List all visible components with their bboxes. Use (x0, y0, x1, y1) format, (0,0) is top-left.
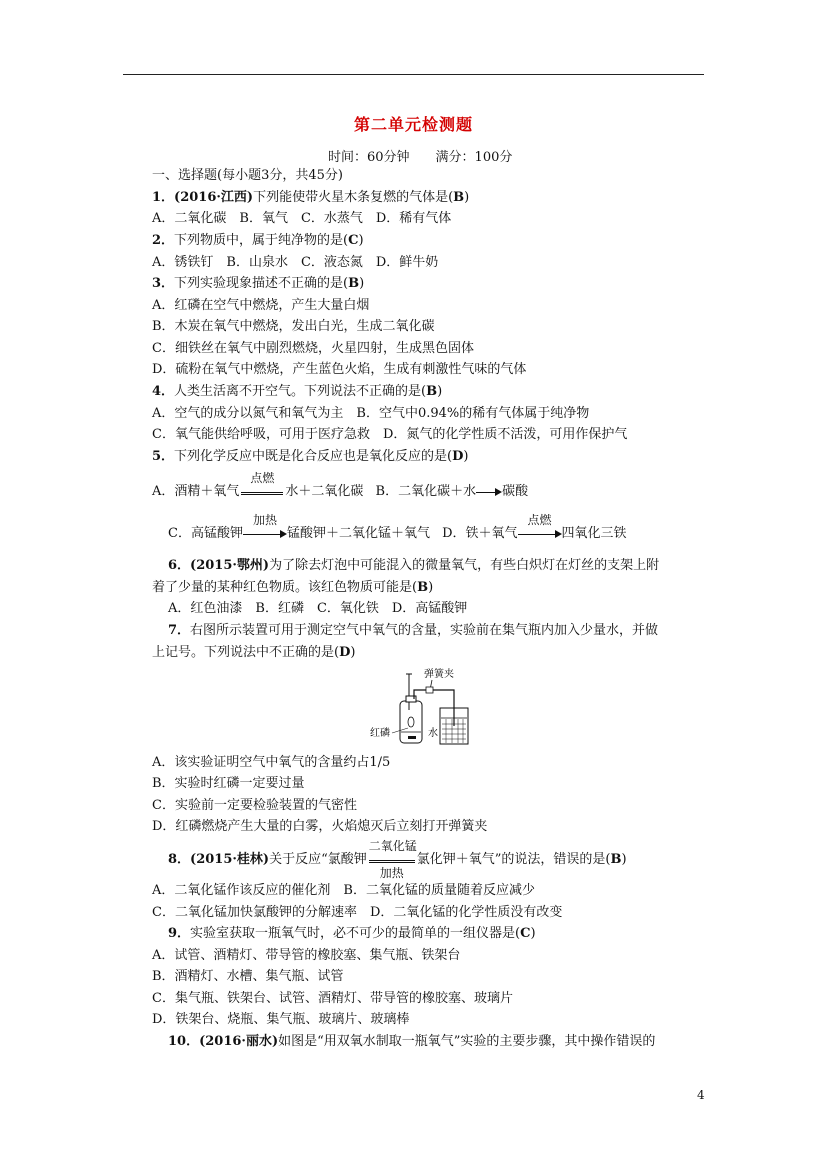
question-3: 3．下列实验现象描述不正确的是(B) (152, 276, 365, 291)
q4-options-cd: C．氧气能供给呼吸，可用于医疗急救 D．氮气的化学性质不活泼，可用作保护气 (152, 427, 628, 442)
q7-option-c: C．实验前一定要检验装置的气密性 (152, 798, 357, 813)
section-heading: 一、选择题(每小题3分，共45分) (152, 168, 343, 183)
time-limit: 时间：60分钟 (328, 150, 410, 165)
apparatus-figure (370, 666, 476, 748)
answer-8: B (610, 852, 622, 867)
question-6-cont: 着了少量的某种红色物质。该红色物质可能是(B) (152, 580, 434, 595)
q7-option-a: A．该实验证明空气中氧气的含量约占1/5 (152, 755, 391, 770)
q3-option-c: C．细铁丝在氧气中剧烈燃烧，火星四射，生成黑色固体 (152, 341, 474, 356)
q9-option-d: D．铁架台、烧瓶、集气瓶、玻璃片、玻璃棒 (152, 1012, 410, 1027)
page-number: 4 (697, 1088, 705, 1102)
reaction-condition: 加热 (243, 526, 287, 542)
q8-options-cd: C．二氧化锰加快氯酸钾的分解速率 D．二氧化锰的化学性质没有改变 (152, 905, 563, 920)
reaction-condition: 二氧化锰 加热 (368, 839, 417, 880)
question-4: 4．人类生活离不开空气。下列说法不正确的是(B) (152, 384, 443, 399)
answer-3: B (348, 276, 360, 291)
q4-options-ab: A．空气的成分以氮气和氧气为主 B．空气中0.94%的稀有气体属于纯净物 (152, 406, 590, 421)
reaction-condition: 点燃 (518, 526, 562, 542)
question-7-cont: 上记号。下列说法中不正确的是(D) (152, 645, 356, 660)
q5-options-cd: C．高锰酸钾 加热 锰酸钾＋二氧化锰＋氧气 D．铁＋氧气 点燃 四氧化三铁 (168, 513, 627, 541)
page-title: 第二单元检测题 (353, 115, 473, 134)
answer-5: D (452, 449, 464, 464)
q9-option-c: C．集气瓶、铁架台、试管、酒精灯、带导管的橡胶塞、玻璃片 (152, 991, 513, 1006)
question-9: 9．实验室获取一瓶氧气时，必不可少的最简单的一组仪器是(C) (168, 926, 536, 941)
question-10: 10．(2016·丽水)如图是“用双氧水制取一瓶氧气”实验的主要步骤，其中操作错误的 (168, 1034, 656, 1049)
header-rule (123, 74, 704, 75)
question-6: 6．(2015·鄂州)为了除去灯泡中可能混入的微量氧气，有些白炽灯在灯丝的支架上附 (168, 558, 660, 573)
full-score: 满分：100分 (435, 150, 513, 165)
question-5: 5．下列化学反应中既是化合反应也是氧化反应的是(D) (152, 449, 469, 464)
question-7: 7．右图所示装置可用于测定空气中氧气的含量，实验前在集气瓶内加入少量水，并做 (168, 623, 659, 638)
answer-7: D (339, 645, 351, 660)
figure-label-clamp: 弹簧夹 (424, 669, 454, 680)
q9-option-b: B．酒精灯、水槽、集气瓶、试管 (152, 969, 344, 984)
figure-label-water: 水 (428, 728, 438, 739)
q7-option-d: D．红磷燃烧产生大量的白雾，火焰熄灭后立刻打开弹簧夹 (152, 819, 488, 834)
figure-label-phosphorus: 红磷 (370, 728, 390, 739)
q3-option-d: D．硫粉在氧气中燃烧，产生蓝色火焰，生成有刺激性气味的气体 (152, 362, 527, 377)
question-2: 2．下列物质中，属于纯净物的是(C) (152, 233, 364, 248)
q2-options: A．锈铁钉 B．山泉水 C．液态氮 D．鲜牛奶 (152, 255, 439, 270)
q3-option-a: A．红磷在空气中燃烧，产生大量白烟 (152, 298, 370, 313)
q5-options-ab: A．酒精＋氧气 点燃 水＋二氧化碳 B．二氧化碳＋水 碳酸 (152, 471, 529, 499)
q7-option-b: B．实验时红磷一定要过量 (152, 776, 305, 791)
q9-option-a: A．试管、酒精灯、带导管的橡胶塞、集气瓶、铁架台 (152, 948, 461, 963)
arrow-icon (476, 484, 502, 500)
answer-4: B (426, 384, 438, 399)
exam-meta (328, 146, 512, 165)
answer-9: C (520, 926, 531, 941)
answer-6: B (417, 580, 429, 595)
answer-1: B (453, 190, 465, 205)
answer-2: C (348, 233, 359, 248)
reaction-condition: 点燃 (241, 484, 283, 500)
q6-options: A．红色油漆 B．红磷 C．氧化铁 D．高锰酸钾 (168, 601, 468, 616)
q8-options-ab: A．二氧化锰作该反应的催化剂 B．二氧化锰的质量随着反应减少 (152, 883, 535, 898)
q1-options: A．二氧化碳 B．氧气 C．水蒸气 D．稀有气体 (152, 211, 452, 226)
question-8: 8．(2015·桂林)关于反应“氯酸钾 二氧化锰 加热 氯化钾＋氧气”的说法，错误的是(B) (168, 839, 627, 880)
q3-option-b: B．木炭在氧气中燃烧，发出白光，生成二氧化碳 (152, 319, 435, 334)
question-1: 1．(2016·江西)下列能使带火星木条复燃的气体是(B) (152, 190, 470, 205)
